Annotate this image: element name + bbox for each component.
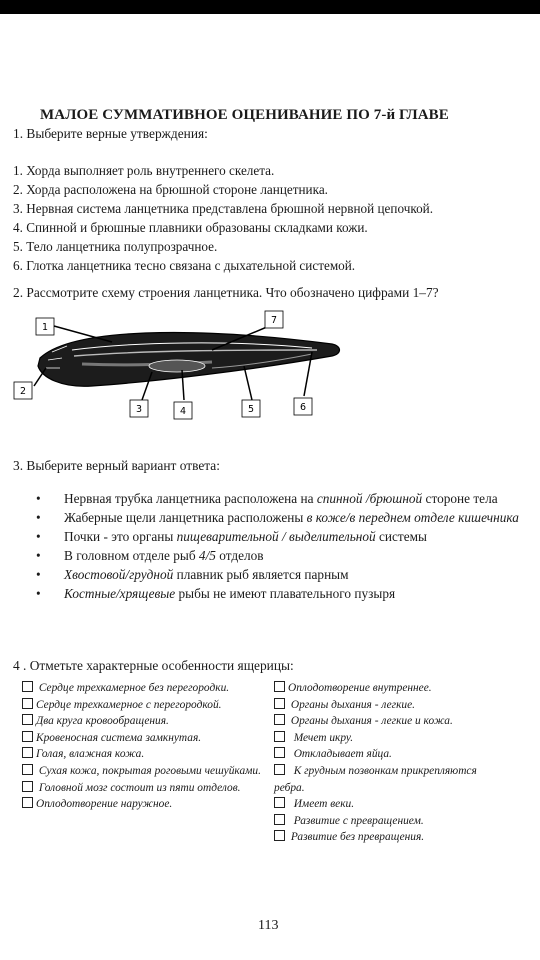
checkbox-item[interactable]	[22, 780, 262, 797]
checkbox-icon[interactable]	[22, 781, 33, 792]
checkbox-icon[interactable]	[274, 797, 285, 808]
item-options: в коже/в переднем отделе кишечника	[306, 510, 519, 525]
lancelet-diagram	[12, 306, 342, 424]
item-text: системы	[375, 529, 427, 544]
label-3: 3	[135, 404, 143, 415]
checkbox-item[interactable]	[22, 796, 262, 813]
bullet-icon: •	[36, 529, 41, 544]
statement-2: 2. Хорда расположена на брюшной стороне ланцетника.	[13, 182, 328, 197]
checkbox-label: Оплодотворение наружное.	[36, 798, 173, 811]
checkbox-item[interactable]	[274, 697, 504, 714]
checkbox-label: Головной мозг состоит из пяти отделов.	[38, 781, 241, 794]
checkbox-item[interactable]	[274, 763, 504, 796]
checkbox-icon[interactable]	[22, 797, 33, 808]
list-item	[36, 547, 526, 565]
checkbox-label: Органы дыхания - легкие.	[290, 698, 416, 711]
checkbox-label: Имеет веки.	[293, 798, 355, 811]
checkbox-icon[interactable]	[22, 764, 33, 775]
bullet-icon: •	[36, 586, 41, 601]
checkbox-item[interactable]	[22, 680, 262, 697]
checkbox-label: Откладывает яйца.	[293, 748, 392, 761]
statement-1: 1. Хорда выполняет роль внутреннего скелета.	[13, 163, 275, 178]
bullet-icon: •	[36, 548, 41, 563]
bullet-icon: •	[36, 567, 41, 582]
checkbox-label: Сердце трехкамерное с перегородкой.	[36, 698, 222, 711]
checkbox-icon[interactable]	[22, 681, 33, 692]
checkbox-icon[interactable]	[274, 731, 285, 742]
item-text: стороне тела	[422, 491, 498, 506]
checkbox-item[interactable]	[22, 713, 262, 730]
checkbox-icon[interactable]	[274, 714, 285, 725]
checkbox-label: Голая, влажная кожа.	[36, 748, 145, 761]
checkbox-item[interactable]	[274, 813, 504, 830]
item-options: Хвостовой/грудной	[64, 567, 174, 582]
checkbox-icon[interactable]	[22, 747, 33, 758]
statement-3: 3. Нервная система ланцетника представлена брюшной нервной цепочкой.	[13, 201, 434, 216]
checkbox-icon[interactable]	[274, 830, 285, 841]
item-options: пищеварительной / выделительной	[176, 529, 376, 544]
checkbox-item[interactable]	[274, 796, 504, 813]
checkbox-item[interactable]	[22, 697, 262, 714]
list-item	[36, 528, 526, 546]
checkbox-label: К грудным позвонкам прикрепляются ребра.	[274, 764, 477, 794]
label-7: 7	[270, 315, 278, 326]
item-options: спинной /брюшной	[316, 491, 423, 506]
checkbox-item[interactable]	[22, 746, 262, 763]
checkbox-item[interactable]	[22, 730, 262, 747]
checkbox-icon[interactable]	[22, 698, 33, 709]
item-text: рыбы не имеют плавательного пузыря	[175, 586, 396, 601]
checkbox-item[interactable]	[274, 746, 504, 763]
checkbox-label: Органы дыхания - легкие и кожа.	[290, 715, 453, 728]
label-1: 1	[41, 322, 49, 333]
top-black-bar	[0, 0, 540, 14]
question-3-prompt: 3. Выберите верный вариант ответа:	[13, 458, 220, 473]
list-item	[36, 490, 526, 508]
page-title: МАЛОЕ СУММАТИВНОЕ ОЦЕНИВАНИЕ ПО 7-й ГЛАВЕ	[40, 107, 449, 123]
question-2-prompt: 2. Рассмотрите схему строения ланцетника. Что обозначено цифрами 1–7?	[13, 285, 439, 300]
label-2: 2	[19, 386, 27, 397]
list-item	[36, 585, 526, 603]
page-number: 113	[258, 918, 279, 933]
statement-5: 5. Тело ланцетника полупрозрачное.	[13, 239, 218, 254]
statement-4: 4. Спинной и брюшные плавники образованы складками кожи.	[13, 220, 368, 235]
question-1-prompt: 1. Выберите верные утверждения:	[13, 126, 208, 141]
checkbox-item[interactable]	[274, 713, 504, 730]
list-item	[36, 566, 526, 584]
item-options: 4/5	[198, 548, 216, 563]
bullet-icon: •	[36, 491, 41, 506]
checkbox-item[interactable]	[274, 730, 504, 747]
list-item	[36, 509, 526, 527]
checkbox-label: Два круга кровообращения.	[36, 715, 169, 728]
checkbox-label: Оплодотворение внутреннее.	[288, 682, 432, 694]
checkbox-icon[interactable]	[274, 698, 285, 709]
checkbox-icon[interactable]	[274, 764, 285, 775]
lancelet-body	[38, 332, 340, 386]
checkbox-icon[interactable]	[22, 714, 33, 725]
lizard-features-column-1	[22, 680, 262, 813]
checkbox-item[interactable]	[274, 829, 504, 846]
bullet-icon: •	[36, 510, 41, 525]
checkbox-label: Сухая кожа, покрытая роговыми чешуйками.	[38, 764, 261, 777]
item-text: Почки - это органы	[64, 529, 177, 544]
item-text: В головном отделе рыб	[64, 548, 199, 563]
question-4-prompt: 4 . Отметьте характерные особенности ящерицы:	[13, 658, 294, 673]
checkbox-icon[interactable]	[22, 731, 33, 742]
checkbox-label: Развитие без превращения.	[290, 831, 425, 844]
item-text: отделов	[215, 548, 264, 563]
checkbox-icon[interactable]	[274, 814, 285, 825]
checkbox-label: Сердце трехкамерное без перегородки.	[38, 682, 230, 694]
label-6: 6	[299, 402, 307, 413]
question-1-statements	[13, 161, 433, 275]
checkbox-label: Развитие с превращением.	[293, 814, 424, 827]
checkbox-icon[interactable]	[274, 681, 285, 692]
item-text: плавник рыб является парным	[173, 567, 349, 582]
question-3-list	[36, 490, 526, 604]
lizard-features-column-2	[274, 680, 504, 846]
item-text: Жаберные щели ланцетника расположены	[64, 510, 307, 525]
checkbox-icon[interactable]	[274, 747, 285, 758]
item-text: Нервная трубка ланцетника расположена на	[64, 491, 317, 506]
checkbox-label: Кровеносная система замкнутая.	[36, 731, 202, 744]
checkbox-item[interactable]	[274, 680, 504, 697]
statement-6: 6. Глотка ланцетника тесно связана с дыхательной системой.	[13, 258, 356, 273]
label-5: 5	[247, 404, 255, 415]
checkbox-label: Мечет икру.	[293, 731, 354, 744]
label-4: 4	[179, 406, 187, 417]
checkbox-item[interactable]	[22, 763, 262, 780]
item-options: Костные/хрящевые	[64, 586, 176, 601]
